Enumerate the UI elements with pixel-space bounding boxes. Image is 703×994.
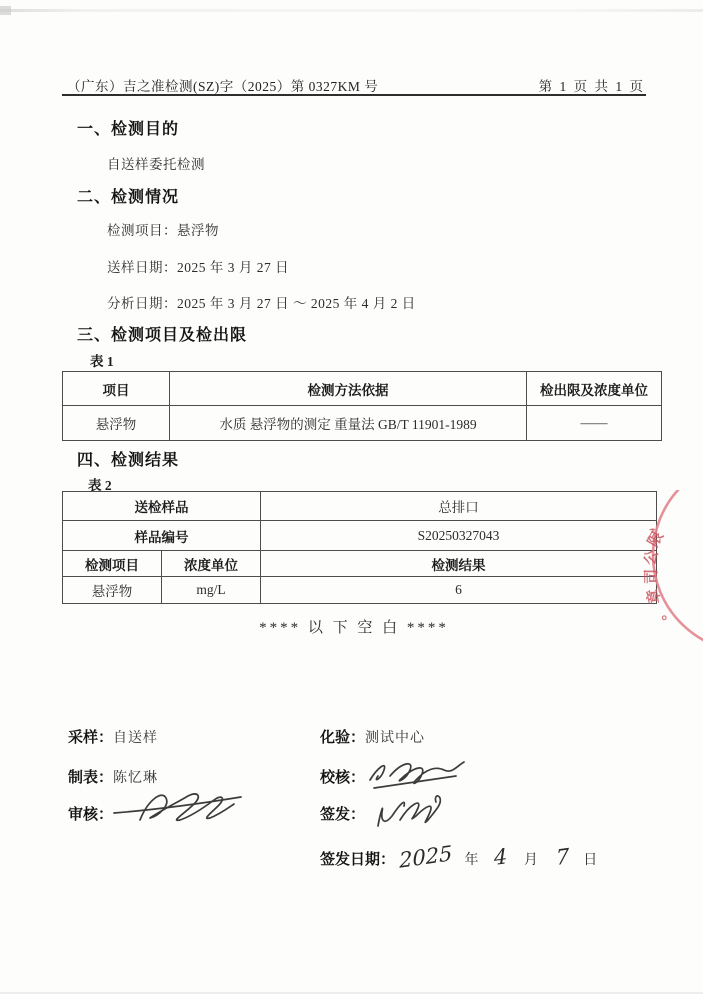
seal-char: 、 — [641, 512, 665, 535]
table1-header-method: 检测方法依据 — [170, 372, 527, 406]
issue-date-day-handwritten: 7 — [555, 844, 570, 870]
table2-value-sample: 总排口 — [261, 492, 657, 521]
table2-caption: 表 2 — [88, 478, 112, 493]
sample-date-line: 送样日期：2025 年 3 月 27 日 — [107, 260, 290, 275]
table-header-row — [63, 551, 657, 577]
issue-date-label: 签发日期： — [320, 851, 396, 868]
issue-date-year-handwritten: 2025 — [398, 841, 453, 873]
table1-cell-item: 悬浮物 — [63, 406, 170, 441]
section-1-title: 一、检测目的 — [77, 121, 180, 138]
issue-date-line — [320, 841, 598, 873]
table2-header-unit: 浓度单位 — [162, 551, 261, 577]
test-item-line: 检测项目：悬浮物 — [107, 223, 219, 238]
section-1-body: 自送样委托检测 — [107, 157, 205, 172]
seal-char: 公 — [641, 548, 662, 568]
issue-label: 签发： — [320, 806, 366, 823]
table1-header-limit: 检出限及浓度单位 — [527, 372, 662, 406]
table2-header-result: 检测结果 — [261, 551, 657, 577]
table1-header-item: 项目 — [63, 372, 170, 406]
header-rule — [62, 94, 646, 96]
section-2-title: 二、检测情况 — [77, 189, 180, 206]
issue-signature — [366, 786, 461, 838]
page-indicator: 第 1 页 共 1 页 — [538, 79, 645, 94]
analysis-date-line: 分析日期：2025 年 3 月 27 日 ～ 2025 年 4 月 2 日 — [107, 296, 416, 311]
check-label: 校核： — [320, 769, 366, 786]
section-3-title: 三、检测项目及检出限 — [77, 327, 248, 344]
seal-char: 章 — [644, 587, 664, 606]
table2-cell-unit: mg/L — [162, 577, 261, 604]
lab-value: 测试中心 — [365, 731, 426, 746]
table2-header-item: 检测项目 — [63, 551, 162, 577]
year-char: 年 — [464, 853, 479, 868]
table-row — [63, 492, 657, 521]
company-seal-icon — [633, 490, 703, 670]
seal-char: 。 — [648, 604, 670, 625]
sampling-label: 采样： — [68, 729, 114, 746]
review-line — [68, 803, 113, 824]
check-line — [320, 766, 365, 787]
table2-label-sample: 送检样品 — [63, 492, 261, 521]
review-label: 审核： — [68, 806, 114, 823]
table2-cell-item: 悬浮物 — [63, 577, 162, 604]
day-char: 日 — [583, 853, 598, 868]
seal-char: 司 — [643, 568, 660, 584]
scan-edge-corner — [0, 6, 11, 15]
sampling-line — [68, 726, 158, 747]
section-4-title: 四、检测结果 — [77, 452, 180, 469]
sampling-value: 自送样 — [113, 731, 159, 746]
table-row — [63, 521, 657, 551]
lab-line — [320, 726, 425, 747]
table-row — [63, 577, 657, 604]
table1-cell-method: 水质 悬浮物的测定 重量法 GB/T 11901-1989 — [170, 406, 527, 441]
scan-edge-top — [0, 9, 703, 12]
document-number: （广东）吉之准检测(SZ)字（2025）第 0327KM 号 — [67, 79, 379, 94]
issue-date-month-handwritten: 4 — [494, 844, 509, 870]
table2-value-sample-id: S20250327043 — [261, 521, 657, 551]
table1-cell-limit: —— — [527, 406, 662, 441]
blank-below-note: **** 以 下 空 白 **** — [259, 620, 449, 636]
table2-label-sample-id: 样品编号 — [63, 521, 261, 551]
lab-label: 化验： — [320, 729, 366, 746]
seal-char: 限 — [644, 528, 667, 550]
method-table — [62, 371, 662, 441]
month-char: 月 — [523, 853, 538, 868]
result-table — [62, 491, 657, 604]
table-row — [63, 406, 662, 441]
review-signature — [110, 782, 245, 834]
issue-line — [320, 803, 365, 824]
table-header-row — [63, 372, 662, 406]
table1-caption: 表 1 — [90, 354, 114, 369]
table2-cell-result: 6 — [261, 577, 657, 604]
tabulation-value: 陈忆琳 — [113, 771, 159, 786]
tabulation-label: 制表： — [68, 769, 114, 786]
